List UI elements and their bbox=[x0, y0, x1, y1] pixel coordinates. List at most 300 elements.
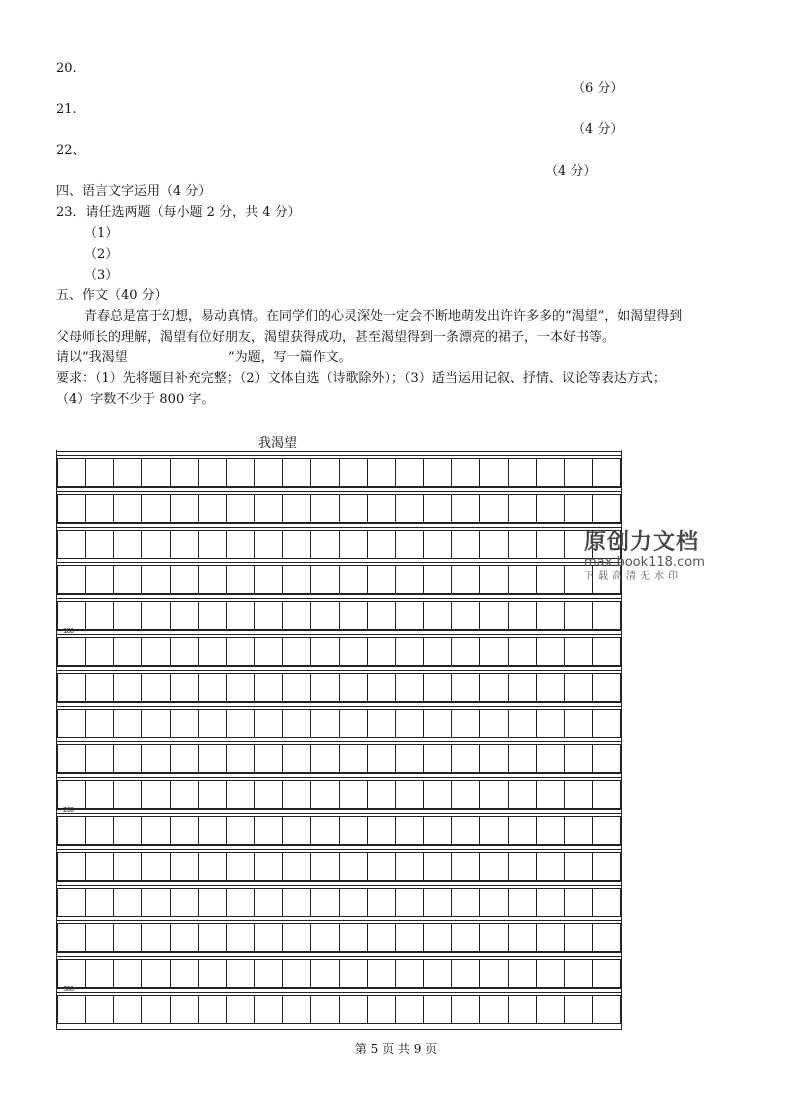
grid-cell[interactable] bbox=[226, 923, 255, 952]
grid-cell[interactable] bbox=[282, 852, 311, 881]
grid-cell[interactable] bbox=[423, 816, 452, 845]
grid-cell[interactable] bbox=[85, 959, 114, 988]
grid-cell[interactable] bbox=[536, 744, 565, 773]
grid-cell[interactable] bbox=[395, 673, 424, 702]
grid-cell[interactable] bbox=[423, 780, 452, 809]
grid-cell[interactable] bbox=[57, 816, 86, 845]
grid-cell[interactable] bbox=[254, 816, 283, 845]
grid-cell[interactable] bbox=[564, 780, 593, 809]
grid-cell[interactable] bbox=[508, 852, 537, 881]
grid-cell[interactable] bbox=[57, 852, 86, 881]
grid-cell[interactable] bbox=[141, 673, 170, 702]
grid-cell[interactable] bbox=[508, 995, 537, 1024]
grid-cell[interactable] bbox=[451, 923, 480, 952]
grid-cell[interactable] bbox=[339, 530, 368, 559]
grid-cell[interactable] bbox=[451, 888, 480, 917]
grid-cell[interactable] bbox=[564, 744, 593, 773]
grid-cell[interactable] bbox=[254, 458, 283, 487]
grid-cell[interactable] bbox=[423, 601, 452, 630]
grid-cell[interactable] bbox=[339, 888, 368, 917]
grid-cell[interactable] bbox=[479, 995, 508, 1024]
grid-cell[interactable] bbox=[395, 601, 424, 630]
grid-cell[interactable] bbox=[423, 565, 452, 594]
grid-cell[interactable] bbox=[451, 673, 480, 702]
grid-cell[interactable] bbox=[85, 816, 114, 845]
grid-cell[interactable] bbox=[57, 744, 86, 773]
grid-cell[interactable] bbox=[85, 601, 114, 630]
grid-cell[interactable] bbox=[479, 601, 508, 630]
grid-cell[interactable] bbox=[254, 637, 283, 666]
grid-cell[interactable] bbox=[57, 565, 86, 594]
grid-cell[interactable] bbox=[141, 959, 170, 988]
grid-cell[interactable] bbox=[536, 816, 565, 845]
grid-cell[interactable] bbox=[254, 923, 283, 952]
grid-cell[interactable] bbox=[479, 637, 508, 666]
grid-cell[interactable] bbox=[536, 601, 565, 630]
grid-cell[interactable] bbox=[282, 494, 311, 523]
grid-cell[interactable] bbox=[226, 458, 255, 487]
grid-cell[interactable] bbox=[198, 530, 227, 559]
grid-cell[interactable] bbox=[339, 565, 368, 594]
grid-cell[interactable] bbox=[395, 565, 424, 594]
grid-cell[interactable] bbox=[310, 780, 339, 809]
grid-cell[interactable] bbox=[592, 637, 621, 666]
grid-cell[interactable] bbox=[508, 744, 537, 773]
grid-cell[interactable] bbox=[423, 458, 452, 487]
grid-cell[interactable] bbox=[592, 780, 621, 809]
grid-cell[interactable] bbox=[451, 816, 480, 845]
grid-cell[interactable] bbox=[508, 601, 537, 630]
grid-cell[interactable] bbox=[141, 744, 170, 773]
grid-cell[interactable] bbox=[170, 995, 199, 1024]
grid-cell[interactable] bbox=[170, 780, 199, 809]
grid-cell[interactable] bbox=[141, 565, 170, 594]
grid-cell[interactable] bbox=[226, 637, 255, 666]
grid-cell[interactable] bbox=[367, 923, 396, 952]
grid-cell[interactable] bbox=[339, 601, 368, 630]
grid-cell[interactable] bbox=[85, 923, 114, 952]
grid-cell[interactable] bbox=[451, 995, 480, 1024]
grid-cell[interactable] bbox=[57, 959, 86, 988]
grid-cell[interactable] bbox=[536, 565, 565, 594]
grid-cell[interactable] bbox=[282, 995, 311, 1024]
grid-cell[interactable] bbox=[564, 673, 593, 702]
grid-cell[interactable] bbox=[536, 923, 565, 952]
grid-cell[interactable] bbox=[226, 709, 255, 738]
grid-cell[interactable] bbox=[141, 458, 170, 487]
grid-cell[interactable] bbox=[282, 888, 311, 917]
grid-cell[interactable] bbox=[57, 709, 86, 738]
grid-cell[interactable] bbox=[282, 780, 311, 809]
grid-cell[interactable] bbox=[141, 530, 170, 559]
grid-cell[interactable] bbox=[339, 744, 368, 773]
grid-cell[interactable] bbox=[423, 852, 452, 881]
grid-cell[interactable] bbox=[198, 709, 227, 738]
grid-cell[interactable] bbox=[395, 780, 424, 809]
grid-cell[interactable] bbox=[254, 888, 283, 917]
grid-cell[interactable] bbox=[113, 995, 142, 1024]
grid-cell[interactable] bbox=[564, 601, 593, 630]
grid-cell[interactable] bbox=[226, 494, 255, 523]
grid-cell[interactable] bbox=[113, 888, 142, 917]
grid-cell[interactable] bbox=[170, 959, 199, 988]
grid-cell[interactable] bbox=[254, 494, 283, 523]
grid-cell[interactable] bbox=[85, 852, 114, 881]
grid-cell[interactable] bbox=[536, 995, 565, 1024]
grid-cell[interactable] bbox=[226, 959, 255, 988]
grid-cell[interactable] bbox=[254, 995, 283, 1024]
grid-cell[interactable] bbox=[451, 565, 480, 594]
grid-cell[interactable] bbox=[141, 780, 170, 809]
grid-cell[interactable] bbox=[170, 852, 199, 881]
grid-cell[interactable] bbox=[508, 673, 537, 702]
grid-cell[interactable] bbox=[282, 458, 311, 487]
grid-cell[interactable] bbox=[170, 816, 199, 845]
grid-cell[interactable] bbox=[310, 530, 339, 559]
grid-cell[interactable] bbox=[57, 995, 86, 1024]
grid-cell[interactable] bbox=[339, 959, 368, 988]
grid-cell[interactable] bbox=[113, 637, 142, 666]
grid-cell[interactable] bbox=[508, 494, 537, 523]
grid-cell[interactable] bbox=[339, 458, 368, 487]
grid-cell[interactable] bbox=[310, 494, 339, 523]
grid-cell[interactable] bbox=[282, 959, 311, 988]
grid-cell[interactable] bbox=[536, 637, 565, 666]
grid-cell[interactable] bbox=[367, 709, 396, 738]
essay-writing-grid[interactable] bbox=[56, 450, 622, 1030]
grid-cell[interactable] bbox=[57, 673, 86, 702]
grid-cell[interactable] bbox=[85, 458, 114, 487]
grid-cell[interactable] bbox=[254, 530, 283, 559]
grid-cell[interactable] bbox=[85, 780, 114, 809]
grid-cell[interactable] bbox=[592, 673, 621, 702]
grid-cell[interactable] bbox=[367, 565, 396, 594]
grid-cell[interactable] bbox=[451, 637, 480, 666]
grid-cell[interactable] bbox=[536, 852, 565, 881]
grid-cell[interactable] bbox=[479, 565, 508, 594]
grid-cell[interactable] bbox=[367, 637, 396, 666]
grid-cell[interactable] bbox=[198, 458, 227, 487]
grid-cell[interactable] bbox=[367, 780, 396, 809]
grid-cell[interactable] bbox=[536, 959, 565, 988]
grid-cell[interactable] bbox=[395, 744, 424, 773]
grid-cell[interactable] bbox=[367, 601, 396, 630]
grid-cell[interactable] bbox=[141, 888, 170, 917]
grid-cell[interactable] bbox=[170, 888, 199, 917]
grid-cell[interactable] bbox=[564, 995, 593, 1024]
grid-cell[interactable] bbox=[479, 923, 508, 952]
grid-cell[interactable] bbox=[282, 601, 311, 630]
grid-cell[interactable] bbox=[310, 923, 339, 952]
grid-cell[interactable] bbox=[141, 995, 170, 1024]
grid-cell[interactable] bbox=[423, 709, 452, 738]
grid-cell[interactable] bbox=[310, 816, 339, 845]
grid-cell[interactable] bbox=[592, 709, 621, 738]
grid-cell[interactable] bbox=[198, 959, 227, 988]
grid-cell[interactable] bbox=[479, 780, 508, 809]
grid-cell[interactable] bbox=[282, 530, 311, 559]
grid-cell[interactable] bbox=[254, 852, 283, 881]
grid-cell[interactable] bbox=[423, 673, 452, 702]
grid-cell[interactable] bbox=[395, 888, 424, 917]
grid-cell[interactable] bbox=[479, 530, 508, 559]
grid-cell[interactable] bbox=[57, 888, 86, 917]
grid-cell[interactable] bbox=[367, 494, 396, 523]
grid-cell[interactable] bbox=[141, 709, 170, 738]
grid-cell[interactable] bbox=[282, 744, 311, 773]
grid-cell[interactable] bbox=[367, 995, 396, 1024]
grid-cell[interactable] bbox=[339, 852, 368, 881]
grid-cell[interactable] bbox=[536, 494, 565, 523]
grid-cell[interactable] bbox=[592, 959, 621, 988]
grid-cell[interactable] bbox=[339, 995, 368, 1024]
grid-cell[interactable] bbox=[508, 816, 537, 845]
grid-cell[interactable] bbox=[564, 494, 593, 523]
grid-cell[interactable] bbox=[564, 923, 593, 952]
grid-cell[interactable] bbox=[395, 816, 424, 845]
grid-cell[interactable] bbox=[395, 959, 424, 988]
grid-cell[interactable] bbox=[395, 852, 424, 881]
grid-cell[interactable] bbox=[226, 565, 255, 594]
grid-cell[interactable] bbox=[536, 888, 565, 917]
grid-cell[interactable] bbox=[170, 709, 199, 738]
grid-cell[interactable] bbox=[451, 530, 480, 559]
grid-cell[interactable] bbox=[508, 530, 537, 559]
grid-cell[interactable] bbox=[226, 852, 255, 881]
grid-cell[interactable] bbox=[85, 494, 114, 523]
grid-cell[interactable] bbox=[423, 530, 452, 559]
grid-cell[interactable] bbox=[423, 995, 452, 1024]
grid-cell[interactable] bbox=[226, 530, 255, 559]
grid-cell[interactable] bbox=[310, 744, 339, 773]
grid-cell[interactable] bbox=[113, 601, 142, 630]
grid-cell[interactable] bbox=[592, 888, 621, 917]
grid-cell[interactable] bbox=[592, 458, 621, 487]
grid-cell[interactable] bbox=[198, 923, 227, 952]
grid-cell[interactable] bbox=[310, 601, 339, 630]
grid-cell[interactable] bbox=[451, 458, 480, 487]
grid-cell[interactable] bbox=[479, 494, 508, 523]
grid-cell[interactable] bbox=[282, 565, 311, 594]
grid-cell[interactable] bbox=[113, 709, 142, 738]
grid-cell[interactable] bbox=[367, 852, 396, 881]
grid-cell[interactable] bbox=[310, 458, 339, 487]
grid-cell[interactable] bbox=[310, 709, 339, 738]
grid-cell[interactable] bbox=[395, 637, 424, 666]
grid-cell[interactable] bbox=[592, 744, 621, 773]
grid-cell[interactable] bbox=[423, 744, 452, 773]
grid-cell[interactable] bbox=[226, 780, 255, 809]
grid-cell[interactable] bbox=[592, 923, 621, 952]
grid-cell[interactable] bbox=[310, 637, 339, 666]
grid-cell[interactable] bbox=[451, 780, 480, 809]
grid-cell[interactable] bbox=[536, 673, 565, 702]
grid-cell[interactable] bbox=[367, 959, 396, 988]
grid-cell[interactable] bbox=[367, 816, 396, 845]
grid-cell[interactable] bbox=[423, 959, 452, 988]
grid-cell[interactable] bbox=[113, 959, 142, 988]
grid-cell[interactable] bbox=[170, 458, 199, 487]
grid-cell[interactable] bbox=[170, 673, 199, 702]
grid-cell[interactable] bbox=[310, 888, 339, 917]
grid-cell[interactable] bbox=[113, 673, 142, 702]
grid-cell[interactable] bbox=[85, 744, 114, 773]
grid-cell[interactable] bbox=[564, 458, 593, 487]
grid-cell[interactable] bbox=[451, 852, 480, 881]
grid-cell[interactable] bbox=[85, 637, 114, 666]
grid-cell[interactable] bbox=[536, 709, 565, 738]
grid-cell[interactable] bbox=[508, 565, 537, 594]
grid-cell[interactable] bbox=[141, 816, 170, 845]
grid-cell[interactable] bbox=[451, 744, 480, 773]
grid-cell[interactable] bbox=[85, 565, 114, 594]
grid-cell[interactable] bbox=[57, 923, 86, 952]
grid-cell[interactable] bbox=[367, 888, 396, 917]
grid-cell[interactable] bbox=[113, 852, 142, 881]
grid-cell[interactable] bbox=[57, 637, 86, 666]
grid-cell[interactable] bbox=[254, 709, 283, 738]
grid-cell[interactable] bbox=[423, 637, 452, 666]
grid-cell[interactable] bbox=[198, 852, 227, 881]
grid-cell[interactable] bbox=[367, 673, 396, 702]
grid-cell[interactable] bbox=[198, 888, 227, 917]
grid-cell[interactable] bbox=[226, 816, 255, 845]
grid-cell[interactable] bbox=[508, 637, 537, 666]
grid-cell[interactable] bbox=[508, 458, 537, 487]
grid-cell[interactable] bbox=[592, 852, 621, 881]
grid-cell[interactable] bbox=[170, 601, 199, 630]
grid-cell[interactable] bbox=[282, 709, 311, 738]
grid-cell[interactable] bbox=[85, 888, 114, 917]
grid-cell[interactable] bbox=[226, 673, 255, 702]
grid-cell[interactable] bbox=[85, 530, 114, 559]
grid-cell[interactable] bbox=[254, 959, 283, 988]
grid-cell[interactable] bbox=[85, 673, 114, 702]
grid-cell[interactable] bbox=[113, 458, 142, 487]
grid-cell[interactable] bbox=[367, 744, 396, 773]
grid-cell[interactable] bbox=[339, 494, 368, 523]
grid-cell[interactable] bbox=[310, 959, 339, 988]
grid-cell[interactable] bbox=[113, 780, 142, 809]
grid-cell[interactable] bbox=[85, 995, 114, 1024]
grid-cell[interactable] bbox=[254, 780, 283, 809]
grid-cell[interactable] bbox=[423, 923, 452, 952]
grid-cell[interactable] bbox=[141, 923, 170, 952]
grid-cell[interactable] bbox=[423, 494, 452, 523]
grid-cell[interactable] bbox=[395, 995, 424, 1024]
grid-cell[interactable] bbox=[170, 637, 199, 666]
grid-cell[interactable] bbox=[254, 673, 283, 702]
grid-cell[interactable] bbox=[479, 959, 508, 988]
grid-cell[interactable] bbox=[564, 709, 593, 738]
grid-cell[interactable] bbox=[141, 637, 170, 666]
grid-cell[interactable] bbox=[170, 923, 199, 952]
grid-cell[interactable] bbox=[254, 601, 283, 630]
grid-cell[interactable] bbox=[226, 888, 255, 917]
grid-cell[interactable] bbox=[536, 458, 565, 487]
grid-cell[interactable] bbox=[479, 816, 508, 845]
grid-cell[interactable] bbox=[564, 637, 593, 666]
grid-cell[interactable] bbox=[282, 923, 311, 952]
grid-cell[interactable] bbox=[141, 494, 170, 523]
grid-cell[interactable] bbox=[339, 709, 368, 738]
grid-cell[interactable] bbox=[170, 565, 199, 594]
grid-cell[interactable] bbox=[198, 780, 227, 809]
grid-cell[interactable] bbox=[508, 888, 537, 917]
grid-cell[interactable] bbox=[282, 673, 311, 702]
grid-cell[interactable] bbox=[451, 959, 480, 988]
grid-cell[interactable] bbox=[423, 888, 452, 917]
grid-cell[interactable] bbox=[170, 744, 199, 773]
grid-cell[interactable] bbox=[479, 888, 508, 917]
grid-cell[interactable] bbox=[536, 530, 565, 559]
grid-cell[interactable] bbox=[198, 744, 227, 773]
grid-cell[interactable] bbox=[57, 494, 86, 523]
grid-cell[interactable] bbox=[113, 530, 142, 559]
grid-cell[interactable] bbox=[198, 565, 227, 594]
grid-cell[interactable] bbox=[564, 959, 593, 988]
grid-cell[interactable] bbox=[198, 637, 227, 666]
grid-cell[interactable] bbox=[310, 565, 339, 594]
grid-cell[interactable] bbox=[282, 816, 311, 845]
grid-cell[interactable] bbox=[57, 780, 86, 809]
grid-cell[interactable] bbox=[339, 923, 368, 952]
grid-cell[interactable] bbox=[310, 852, 339, 881]
grid-cell[interactable] bbox=[254, 744, 283, 773]
grid-cell[interactable] bbox=[141, 852, 170, 881]
grid-cell[interactable] bbox=[395, 530, 424, 559]
grid-cell[interactable] bbox=[367, 530, 396, 559]
grid-cell[interactable] bbox=[451, 709, 480, 738]
grid-cell[interactable] bbox=[198, 995, 227, 1024]
grid-cell[interactable] bbox=[170, 530, 199, 559]
grid-cell[interactable] bbox=[113, 565, 142, 594]
grid-cell[interactable] bbox=[198, 673, 227, 702]
grid-cell[interactable] bbox=[479, 709, 508, 738]
grid-cell[interactable] bbox=[479, 673, 508, 702]
grid-cell[interactable] bbox=[141, 601, 170, 630]
grid-cell[interactable] bbox=[592, 601, 621, 630]
grid-cell[interactable] bbox=[310, 995, 339, 1024]
grid-cell[interactable] bbox=[113, 494, 142, 523]
grid-cell[interactable] bbox=[170, 494, 199, 523]
grid-cell[interactable] bbox=[564, 888, 593, 917]
grid-cell[interactable] bbox=[339, 780, 368, 809]
grid-cell[interactable] bbox=[592, 816, 621, 845]
grid-cell[interactable] bbox=[282, 637, 311, 666]
grid-cell[interactable] bbox=[339, 637, 368, 666]
grid-cell[interactable] bbox=[310, 673, 339, 702]
grid-cell[interactable] bbox=[198, 494, 227, 523]
grid-cell[interactable] bbox=[226, 995, 255, 1024]
grid-cell[interactable] bbox=[395, 923, 424, 952]
grid-cell[interactable] bbox=[395, 458, 424, 487]
grid-cell[interactable] bbox=[508, 923, 537, 952]
grid-cell[interactable] bbox=[57, 601, 86, 630]
grid-cell[interactable] bbox=[508, 959, 537, 988]
grid-cell[interactable] bbox=[226, 744, 255, 773]
grid-cell[interactable] bbox=[479, 458, 508, 487]
grid-cell[interactable] bbox=[367, 458, 396, 487]
grid-cell[interactable] bbox=[226, 601, 255, 630]
grid-cell[interactable] bbox=[592, 995, 621, 1024]
grid-cell[interactable] bbox=[564, 852, 593, 881]
grid-cell[interactable] bbox=[536, 780, 565, 809]
grid-cell[interactable] bbox=[479, 744, 508, 773]
grid-cell[interactable] bbox=[564, 816, 593, 845]
grid-cell[interactable] bbox=[198, 816, 227, 845]
grid-cell[interactable] bbox=[451, 494, 480, 523]
